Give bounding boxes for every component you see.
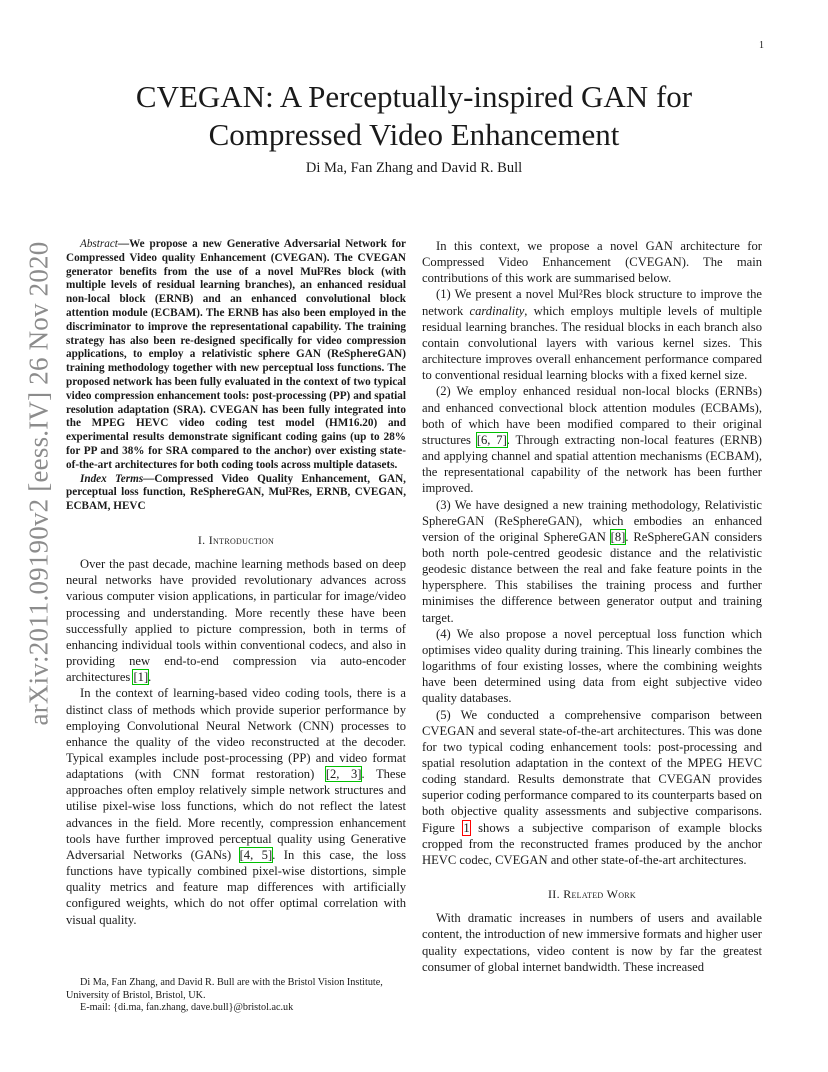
section-heading-related-work (422, 886, 762, 902)
section-number: I. (197, 532, 209, 547)
arxiv-stamp-text: arXiv:2011.09190v2 [eess.IV] 26 Nov 2020 (23, 241, 54, 725)
intro-paragraph-2 (66, 685, 406, 927)
contrib-5 (422, 707, 762, 869)
text-run: . (148, 670, 152, 685)
abstract-lead: Abstract (80, 238, 118, 250)
abstract-text: —We propose a new Generative Adversarial Network for Compressed Video quality Enhancement (CVEGAN). The CVEGAN generator benefits from the use of a novel Mul²Res block (with multiple levels of residual learning branches), an enhanced residual non-local block (ERNB) and an enhanced convolutional block attention module (ECBAM). The ERNB has also been employed in the discriminator to improve the representational capability. The training strategy has also been re-designed specifically for video compression applications, to employ a relativistic sphere GAN (ReSphereGAN) training methodology together with new perceptual loss functions. The proposed network has been fully evaluated in the context of two typical video compression enhancement tools: post-processing (PP) and spatial resolution adaptation (SRA). CVEGAN has been fully integrated into the MPEG HEVC video coding test model (HM16.20) and experimental results demonstrate significant coding gains (up to 28% for PP and 38% for SRA compared to the anchor) over existing state-of-the-art architectures for both coding tools across multiple datasets. (66, 238, 406, 471)
left-column (66, 238, 406, 928)
contrib-3 (422, 497, 762, 626)
index-terms-text: —Compressed Video Quality Enhancement, GAN, perceptual loss function, ReSphereGAN, Mul²Res, ERNB, CVEGAN, ECBAM, HEVC (66, 472, 406, 513)
arxiv-stamp (19, 241, 59, 725)
text-run: , which employs multiple levels of multiple residual learning branches. The residual blocks in each branch also contain convolutional layers with various kernel sizes. This architecture improves overall enhancement performance compared to conventional residual learning blocks with a fixed kernel size. (422, 303, 762, 383)
text-run: Over the past decade, machine learning methods based on deep neural networks have provided revolutionary advances across various computer vision applications, in particular for image/video processing and understanding. More recently these have been successfully applied to picture compression, both in terms of enhancing individual tools within conventional codecs, and also in providing new end-to-end compression via auto-encoder architectures (66, 557, 406, 685)
text-run: . Through extracting non-local features (ERNB) and applying channel and spatial attention mechanisms (ECBAM), the representational capability of the network has been further improved. (422, 432, 763, 496)
text-run: . ReSphereGAN considers both north pole-centred geodesic distance and the relativistic geodesic distance between the real and fake feature points in the hypersphere. This stabilises the training process and further minimises the difference between generator output and training target. (422, 529, 762, 625)
text-run: (2) We employ enhanced residual non-local blocks (ERNBs) and enhanced convectional block attention modules (ECBAMs), both of which have been modified compared to their original structures (422, 384, 762, 447)
index-terms (66, 473, 406, 514)
citation-link[interactable]: [4, 5] (239, 847, 273, 862)
related-work-paragraph: With dramatic increases in numbers of users and available content, the introduction of new immersive formats and higher user quality expectations, video content is now by far the greatest consumer of global internet bandwidth. These increased (422, 911, 762, 974)
text-run: . In this case, the loss functions have typically combined pixel-wise distortions, simple quality metrics and feature map differences with artificially configured weights, which do not offer optimal correlation with visual quality. (66, 847, 407, 927)
figure-link[interactable]: 1 (463, 820, 470, 835)
abstract (66, 238, 406, 473)
intro-paragraph-1 (66, 556, 406, 685)
index-terms-lead: Index Terms (80, 472, 144, 485)
text-run: (5) We conducted a comprehensive comparison between CVEGAN and several state-of-the-art architectures. This was done for two typical coding enhancement tools: post-processing and spatial resolution adaptation in the context of the MPEG HEVC coding standard. Results demonstrate that CVEGAN provides superior coding performance compared to its counterparts based on both objective quality assessments and subjective comparisons. Figure (422, 707, 762, 835)
citation-link[interactable]: [8] (610, 529, 626, 544)
emphasis: cardinality (469, 303, 525, 318)
section-title: Introduction (208, 532, 275, 547)
contrib-1 (422, 286, 762, 383)
footnote-email: E-mail: {di.ma, fan.zhang, dave.bull}@bristol.ac.uk (80, 1002, 294, 1014)
text-run: (1) We present a novel Mul²Res block structure to improve the network (422, 287, 762, 318)
citation-link[interactable]: [6, 7] (476, 432, 507, 447)
contrib-4: (4) We also propose a novel perceptual loss function which optimises video quality during training. This linearly combines the logarithms of four existing losses, where the combining weights have been determined using data from eight subjective video quality databases. (422, 626, 762, 706)
contrib-2 (422, 383, 762, 496)
authors: Di Ma, Fan Zhang and David R. Bull (305, 160, 523, 176)
section-heading-introduction (66, 532, 406, 548)
text-run: In the context of learning-based video coding tools, there is a distinct class of methods which provide superior performance by employing Convolutional Neural Network (CNN) processes to enhance the quality of the video reconstructed at the decoder. Typical examples include post-processing (PP) and video format adaptations (with CNN format restoration) (66, 686, 406, 782)
section-number: II. (547, 887, 564, 902)
text-run: . These approaches often employ relatively simple network structures and utilise pixel-wise loss functions, which do not reflect the latest advances in the field. More recently, compression enhancement tools have further improved perceptual quality using Generative Adversarial Networks (GANs) (66, 767, 407, 862)
title-line-1: CVEGAN: A Perceptually-inspired GAN for (135, 79, 693, 114)
text-run: shows a subjective comparison of example blocks cropped from the reconstructed frames produced by the anchor HEVC codec, CVEGAN and other state-of-the-art architectures. (422, 820, 762, 867)
section-title: Related Work (563, 887, 637, 902)
footnote (66, 977, 406, 1015)
citation-link[interactable]: [2, 3] (325, 767, 362, 782)
right-column (422, 238, 762, 975)
text-run: (3) We have designed a new training methodology, Relativistic SphereGAN (ReSphereGAN), which embodies an enhanced version of the original SphereGAN (422, 497, 762, 544)
paper-title (80, 78, 748, 154)
title-line-2: Compressed Video Enhancement (208, 117, 620, 152)
footnote-affiliation: Di Ma, Fan Zhang, and David R. Bull are with the Bristol Vision Institute, University of Bristol, Bristol, UK. (66, 977, 383, 1001)
contrib-intro: In this context, we propose a novel GAN architecture for Compressed Video Enhancement (CVEGAN). The main contributions of this work are summarised below. (422, 239, 762, 286)
citation-link[interactable]: [1] (133, 670, 149, 685)
page-number: 1 (759, 40, 764, 51)
